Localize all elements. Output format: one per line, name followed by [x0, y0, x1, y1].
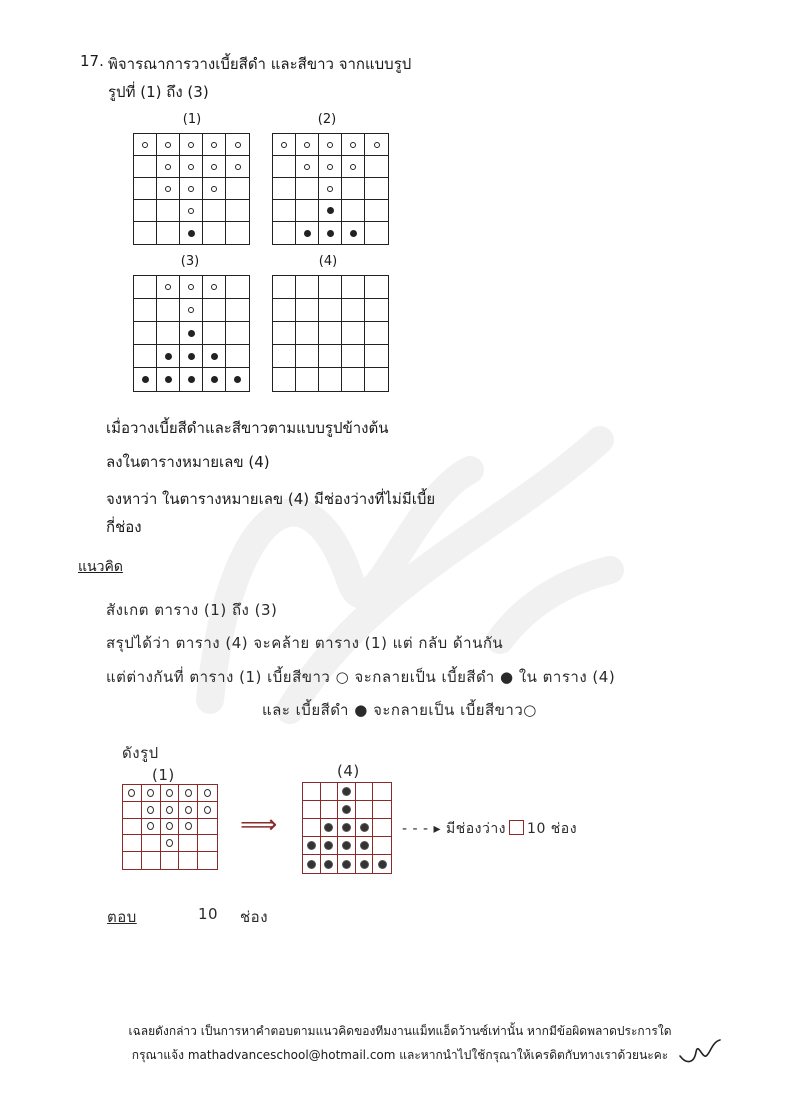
grid-cell [296, 134, 319, 156]
footer-line-2: กรุณาแจ้ง mathadvanceschool@hotmail.com และหากนำไปใช้กรุณาให้เครดิตกับทางเราด้วยนะคะ [131, 1048, 669, 1062]
white-piece-icon [166, 822, 173, 830]
grid-cell [198, 819, 217, 836]
grid-cell [157, 276, 180, 299]
grid-cell [338, 819, 356, 837]
white-piece-icon [128, 789, 135, 797]
grid-cell [198, 802, 217, 819]
black-piece-icon [343, 806, 350, 813]
grid-cell [273, 345, 296, 368]
grid-cell [161, 835, 180, 852]
grid-cell [319, 222, 342, 244]
grid-cell [142, 802, 161, 819]
ask-line-2: กี่ช่อง [106, 518, 142, 536]
grid-cell [226, 178, 249, 200]
grid-cell [373, 855, 391, 873]
white-piece-icon [211, 164, 217, 170]
black-piece-icon [304, 230, 311, 237]
grid-cell [161, 852, 180, 869]
grid-cell [203, 200, 226, 222]
white-piece-icon [304, 164, 310, 170]
grid-cell [161, 802, 180, 819]
grid-cell [303, 819, 321, 837]
grid-cell [134, 322, 157, 345]
grid-cell [319, 200, 342, 222]
grid-cell [180, 156, 203, 178]
grid-cell [179, 819, 198, 836]
black-piece-icon [308, 861, 315, 868]
grid-cell [180, 345, 203, 368]
white-piece-icon [188, 142, 194, 148]
black-piece-icon [325, 824, 332, 831]
grid-cell [303, 855, 321, 873]
black-piece-icon [188, 330, 195, 337]
grid-cell [134, 276, 157, 299]
grid-cell [365, 134, 388, 156]
solution-heading: แนวคิด [78, 559, 123, 575]
grid-cell [142, 785, 161, 802]
grid-cell [273, 200, 296, 222]
grid-cell [134, 178, 157, 200]
grid-cell [338, 855, 356, 873]
figure-caption-2: (2) [317, 112, 337, 127]
white-piece-icon [350, 164, 356, 170]
white-piece-icon [166, 839, 173, 847]
grid-cell [203, 368, 226, 391]
grid-cell [296, 299, 319, 322]
grid-cell [161, 819, 180, 836]
black-piece-icon [327, 207, 334, 214]
grid-cell [157, 156, 180, 178]
grid-cell [273, 156, 296, 178]
white-piece-icon [166, 806, 173, 814]
white-piece-icon [235, 142, 241, 148]
grid-cell [157, 222, 180, 244]
grid-cell [123, 802, 142, 819]
instruction-line-2: ลงในตารางหมายเลข (4) [106, 453, 270, 471]
grid-cell [319, 276, 342, 299]
grid-cell [319, 322, 342, 345]
grid-cell [226, 276, 249, 299]
black-piece-icon [343, 824, 350, 831]
grid-cell [365, 200, 388, 222]
figure-grid-1 [133, 133, 250, 245]
figure-grid-2 [272, 133, 389, 245]
white-piece-icon [327, 164, 333, 170]
black-piece-icon [188, 230, 195, 237]
footer-line-1: เฉลยดังกล่าว เป็นการหาคำตอบตามแนวคิดของทีมงานแม็ทแอ็ดว้านซ์เท่านั้น หากมีข้อผิดพลาดประการใด [128, 1024, 672, 1038]
white-piece-icon [185, 806, 192, 814]
grid-cell [203, 345, 226, 368]
grid-cell [296, 276, 319, 299]
grid-cell [134, 134, 157, 156]
grid-cell [365, 222, 388, 244]
solution-conclude: สรุปได้ว่า ตาราง (4) จะคล้าย ตาราง (1) แต่ กลับ ด้านกัน [106, 634, 504, 652]
white-piece-icon [165, 186, 171, 192]
grid-cell [319, 345, 342, 368]
black-piece-icon [165, 376, 172, 383]
grid-cell [273, 322, 296, 345]
grid-cell [198, 785, 217, 802]
grid-cell [203, 156, 226, 178]
grid-cell [180, 200, 203, 222]
grid-cell [356, 801, 374, 819]
grid-cell [338, 837, 356, 855]
grid-cell [342, 368, 365, 391]
grid-cell [319, 368, 342, 391]
grid-cell [303, 783, 321, 801]
white-piece-icon [165, 142, 171, 148]
grid-cell [273, 134, 296, 156]
grid-cell [226, 134, 249, 156]
grid-cell [142, 819, 161, 836]
black-piece-icon [379, 861, 386, 868]
black-piece-icon [343, 861, 350, 868]
grid-cell [180, 276, 203, 299]
grid-cell [356, 819, 374, 837]
grid-cell [342, 322, 365, 345]
grid-cell [203, 299, 226, 322]
black-piece-icon [142, 376, 149, 383]
solution-as-figure: ดังรูป [122, 744, 159, 762]
grid-cell [273, 178, 296, 200]
grid-cell [296, 322, 319, 345]
grid-cell [273, 299, 296, 322]
white-piece-icon [235, 164, 241, 170]
grid-cell [226, 200, 249, 222]
grid-cell [180, 322, 203, 345]
grid-cell [296, 200, 319, 222]
grid-cell [342, 200, 365, 222]
grid-cell [303, 801, 321, 819]
black-piece-icon [165, 353, 172, 360]
grid-cell [134, 299, 157, 322]
white-piece-icon [204, 806, 211, 814]
grid-cell [157, 322, 180, 345]
grid-cell [179, 785, 198, 802]
empty-square-icon [509, 820, 524, 835]
empty-count-note [402, 818, 577, 840]
black-piece-icon [188, 353, 195, 360]
white-piece-icon [185, 822, 192, 830]
white-piece-icon [327, 142, 333, 148]
figure-grid-3 [133, 275, 250, 392]
white-piece-icon [204, 789, 211, 797]
grid-cell [365, 276, 388, 299]
black-piece-icon [343, 842, 350, 849]
white-piece-icon [147, 822, 154, 830]
grid-cell [198, 852, 217, 869]
grid-cell [134, 345, 157, 368]
grid-cell [142, 852, 161, 869]
grid-cell [226, 156, 249, 178]
grid-cell [321, 819, 339, 837]
white-piece-icon [350, 142, 356, 148]
grid-cell [226, 222, 249, 244]
white-piece-icon [188, 164, 194, 170]
grid-cell [373, 783, 391, 801]
grid-cell [273, 276, 296, 299]
grid-cell [179, 802, 198, 819]
grid-cell [321, 801, 339, 819]
solution-grid-right [302, 782, 392, 874]
white-piece-icon [147, 806, 154, 814]
grid-cell [157, 134, 180, 156]
grid-cell [157, 345, 180, 368]
grid-cell [161, 785, 180, 802]
grid-cell [373, 819, 391, 837]
grid-cell [365, 322, 388, 345]
grid-cell [365, 178, 388, 200]
grid-cell [226, 299, 249, 322]
grid-cell [123, 785, 142, 802]
answer-label: ตอบ [107, 908, 137, 926]
black-piece-icon [327, 230, 334, 237]
black-piece-icon [234, 376, 241, 383]
grid-cell [157, 368, 180, 391]
white-piece-icon [281, 142, 287, 148]
white-piece-icon [147, 789, 154, 797]
black-piece-icon [343, 788, 350, 795]
figure-grid-4 [272, 275, 389, 392]
grid-cell [365, 368, 388, 391]
grid-cell [321, 783, 339, 801]
white-piece-icon [166, 789, 173, 797]
grid-cell [342, 299, 365, 322]
solution-caption-right: (4) [337, 762, 360, 780]
white-piece-icon [304, 142, 310, 148]
grid-cell [356, 837, 374, 855]
figure-caption-1: (1) [182, 112, 202, 127]
figure-caption-3: (3) [180, 254, 200, 269]
solution-difference-2: และ เบี้ยสีดำ ● จะกลายเป็น เบี้ยสีขาว○ [262, 701, 537, 719]
grid-cell [180, 299, 203, 322]
grid-cell [180, 134, 203, 156]
grid-cell [134, 222, 157, 244]
answer-value: 10 [198, 905, 219, 923]
grid-cell [179, 835, 198, 852]
grid-cell [203, 178, 226, 200]
grid-cell [296, 156, 319, 178]
grid-cell [203, 276, 226, 299]
grid-cell [203, 322, 226, 345]
white-piece-icon [211, 186, 217, 192]
grid-cell [134, 200, 157, 222]
grid-cell [180, 368, 203, 391]
grid-cell [157, 299, 180, 322]
grid-cell [342, 178, 365, 200]
question-line-2: รูปที่ (1) ถึง (3) [108, 83, 209, 101]
black-piece-icon [361, 861, 368, 868]
black-piece-icon [211, 376, 218, 383]
grid-cell [157, 178, 180, 200]
grid-cell [338, 783, 356, 801]
grid-cell [373, 801, 391, 819]
grid-cell [356, 855, 374, 873]
grid-cell [319, 299, 342, 322]
grid-cell [296, 178, 319, 200]
ask-line-1: จงหาว่า ในตารางหมายเลข (4) มีช่องว่างที่ไม่มีเบี้ย [106, 490, 436, 508]
grid-cell [342, 276, 365, 299]
answer-unit: ช่อง [240, 908, 269, 926]
grid-cell [342, 345, 365, 368]
black-piece-icon [325, 842, 332, 849]
grid-cell [179, 852, 198, 869]
black-piece-icon [350, 230, 357, 237]
grid-cell [296, 368, 319, 391]
grid-cell [180, 222, 203, 244]
grid-cell [303, 837, 321, 855]
grid-cell [342, 222, 365, 244]
grid-cell [226, 322, 249, 345]
white-piece-icon [188, 284, 194, 290]
grid-cell [134, 156, 157, 178]
figure-caption-4: (4) [318, 254, 338, 269]
grid-cell [373, 837, 391, 855]
grid-cell [134, 368, 157, 391]
grid-cell [296, 222, 319, 244]
grid-cell [123, 852, 142, 869]
empty-count-suffix: 10 ช่อง [527, 821, 578, 837]
solution-caption-left: (1) [152, 766, 175, 784]
white-piece-icon [211, 284, 217, 290]
signature-scribble [676, 1034, 726, 1068]
grid-cell [365, 299, 388, 322]
white-piece-icon [188, 307, 194, 313]
grid-cell [273, 368, 296, 391]
grid-cell [203, 222, 226, 244]
grid-cell [123, 819, 142, 836]
white-piece-icon [374, 142, 380, 148]
grid-cell [273, 222, 296, 244]
black-piece-icon [308, 842, 315, 849]
grid-cell [356, 783, 374, 801]
grid-cell [319, 178, 342, 200]
grid-cell [365, 345, 388, 368]
grid-cell [342, 134, 365, 156]
solution-observe: สังเกต ตาราง (1) ถึง (3) [106, 601, 278, 619]
grid-cell [142, 835, 161, 852]
grid-cell [321, 855, 339, 873]
question-number: 17. [80, 52, 104, 70]
empty-count-prefix: - - - ▸ มีช่องว่าง [402, 821, 507, 837]
solution-arrow: ⟹ [240, 810, 278, 840]
solution-grid-left [122, 784, 218, 870]
white-piece-icon [165, 284, 171, 290]
grid-cell [226, 345, 249, 368]
question-line-1: พิจารณาการวางเบี้ยสีดำ และสีขาว จากแบบรูป [108, 55, 412, 73]
black-piece-icon [361, 842, 368, 849]
grid-cell [321, 837, 339, 855]
white-piece-icon [142, 142, 148, 148]
grid-cell [342, 156, 365, 178]
grid-cell [198, 835, 217, 852]
black-piece-icon [325, 861, 332, 868]
grid-cell [180, 178, 203, 200]
white-piece-icon [327, 186, 333, 192]
grid-cell [123, 835, 142, 852]
grid-cell [338, 801, 356, 819]
black-piece-icon [361, 824, 368, 831]
grid-cell [226, 368, 249, 391]
grid-cell [203, 134, 226, 156]
black-piece-icon [211, 353, 218, 360]
instruction-line-1: เมื่อวางเบี้ยสีดำและสีขาวตามแบบรูปข้างต้น [106, 419, 389, 437]
solution-difference-1: แต่ต่างกันที่ ตาราง (1) เบี้ยสีขาว ○ จะกลายเป็น เบี้ยสีดำ ● ใน ตาราง (4) [106, 668, 616, 686]
white-piece-icon [188, 208, 194, 214]
white-piece-icon [188, 186, 194, 192]
white-piece-icon [165, 164, 171, 170]
grid-cell [319, 156, 342, 178]
white-piece-icon [185, 789, 192, 797]
grid-cell [157, 200, 180, 222]
grid-cell [365, 156, 388, 178]
grid-cell [296, 345, 319, 368]
grid-cell [319, 134, 342, 156]
white-piece-icon [211, 142, 217, 148]
black-piece-icon [188, 376, 195, 383]
